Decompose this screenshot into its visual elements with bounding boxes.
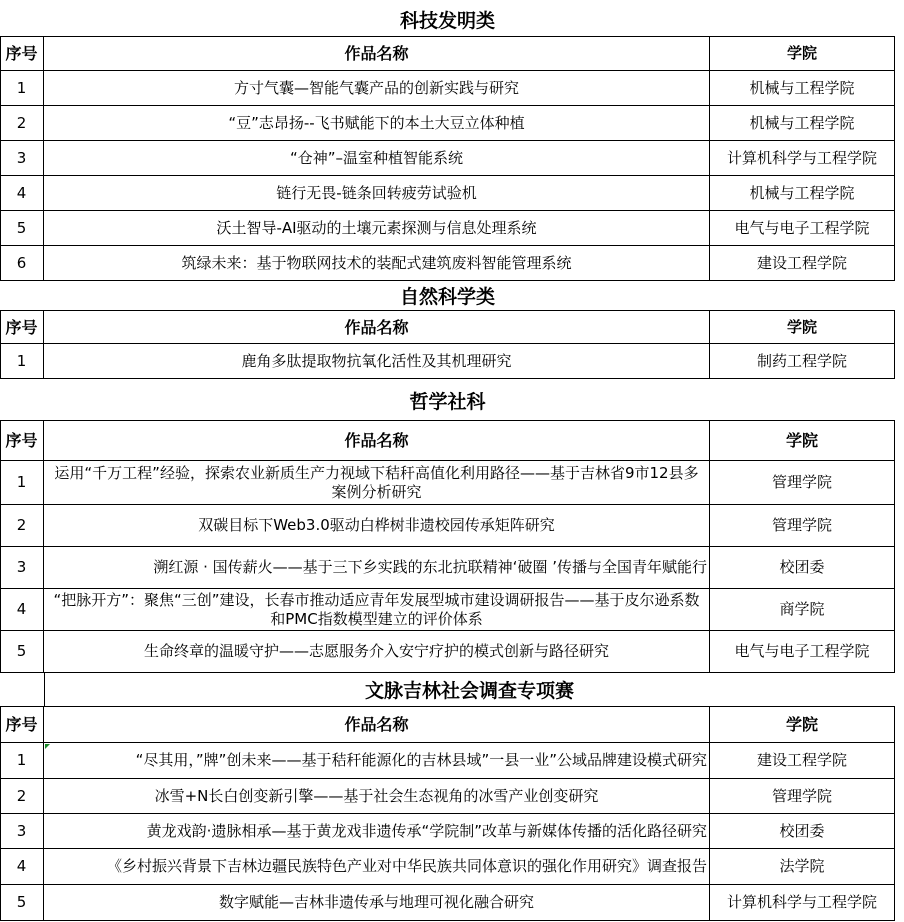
work-name-cell[interactable] — [44, 461, 710, 505]
college-name: 计算机科学与工程学院 — [726, 893, 877, 911]
work-name-cell[interactable] — [44, 211, 710, 246]
column-header-name[interactable] — [44, 421, 710, 461]
college-cell[interactable] — [710, 849, 895, 885]
work-name: 链行无畏-链条回转疲劳试验机 — [276, 183, 477, 202]
work-name-cell[interactable] — [44, 589, 710, 631]
college-cell[interactable] — [710, 106, 895, 141]
college-cell[interactable] — [710, 71, 895, 106]
work-name-cell[interactable] — [44, 176, 710, 211]
college-cell[interactable] — [710, 246, 895, 281]
column-header-index[interactable] — [0, 421, 44, 461]
cell-comment-marker-icon — [45, 744, 50, 749]
row-index-cell[interactable] — [0, 885, 44, 921]
college-cell[interactable] — [710, 779, 895, 814]
work-name: 数字赋能—吉林非遗传承与地理可视化融合研究 — [218, 893, 534, 911]
college-cell[interactable] — [710, 547, 895, 589]
column-header-college[interactable] — [710, 421, 895, 461]
work-name-cell[interactable] — [44, 246, 710, 281]
work-name: 《乡村振兴背景下吉林边疆民族特色产业对中华民族共同体意识的强化作用研究》调查报告 — [106, 857, 707, 875]
row-index: 4 — [16, 857, 27, 875]
column-header-college[interactable] — [710, 311, 895, 344]
work-name: 生命终章的温暖守护——志愿服务介入安宁疗护的模式创新与路径研究 — [143, 642, 609, 660]
header-text: 学院 — [785, 431, 818, 450]
header-text: 序号 — [5, 715, 38, 734]
work-name: “尽其用，”牌”创未来——基于秸秆能源化的吉林县域”一县一业”公域品牌建设模式研究 — [135, 751, 707, 769]
work-name: 冰雪+N长白创变新引擎——基于社会生态视角的冰雪产业创变研究 — [154, 786, 599, 805]
college-name: 机械与工程学院 — [749, 78, 855, 97]
column-header-name[interactable] — [44, 707, 710, 743]
college-cell[interactable] — [710, 589, 895, 631]
row-index-cell[interactable] — [0, 461, 44, 505]
row-index-cell[interactable] — [0, 71, 44, 106]
row-index: 1 — [16, 751, 27, 769]
header-text: 序号 — [5, 317, 38, 337]
college-name: 管理学院 — [771, 516, 832, 534]
row-index-cell[interactable] — [0, 246, 44, 281]
work-name: 运用“千万工程”经验，探索农业新质生产力视域下秸秆高值化利用路径——基于吉林省9市12县多案例分析研究 — [54, 463, 699, 501]
header-text: 学院 — [786, 317, 817, 336]
column-header-name[interactable] — [44, 311, 710, 344]
row-index: 3 — [16, 148, 27, 167]
row-index: 4 — [16, 183, 27, 202]
work-name-cell[interactable] — [44, 631, 710, 673]
row-index-cell[interactable] — [0, 176, 44, 211]
section-title: 科技发明类 — [399, 9, 495, 32]
college-name: 机械与工程学院 — [749, 113, 855, 132]
row-index-cell[interactable] — [0, 589, 44, 631]
college-name: 计算机科学与工程学院 — [726, 148, 877, 167]
college-name: 校团委 — [779, 558, 825, 576]
work-name-cell[interactable] — [44, 885, 710, 921]
work-name-cell[interactable] — [44, 814, 710, 849]
column-header-college[interactable] — [710, 707, 895, 743]
row-index: 5 — [16, 642, 27, 660]
work-name: 黄龙戏韵·遗脉相承—基于黄龙戏非遗传承“学院制”改革与新媒体传播的活化路径研究 — [146, 821, 707, 840]
college-name: 电气与电子工程学院 — [734, 218, 870, 237]
header-text: 作品名称 — [344, 715, 409, 734]
college-cell[interactable] — [710, 211, 895, 246]
row-index-cell[interactable] — [0, 141, 44, 176]
column-header-index[interactable] — [0, 37, 44, 71]
row-index-cell[interactable] — [0, 779, 44, 814]
row-index-cell[interactable] — [0, 631, 44, 673]
row-index-cell[interactable] — [0, 849, 44, 885]
college-name: 校团委 — [779, 821, 825, 840]
grid-line — [44, 672, 45, 706]
college-name: 电气与电子工程学院 — [734, 642, 870, 660]
college-name: 建设工程学院 — [756, 751, 847, 769]
college-cell[interactable] — [710, 631, 895, 673]
college-name: 管理学院 — [771, 786, 832, 805]
section-title: 自然科学类 — [399, 285, 495, 308]
work-name: “仓神”–温室种植智能系统 — [289, 148, 464, 167]
work-name: 鹿角多肽提取物抗氧化活性及其机理研究 — [241, 351, 512, 370]
header-text: 学院 — [786, 44, 817, 62]
column-header-college[interactable] — [710, 37, 895, 71]
college-name: 机械与工程学院 — [749, 183, 855, 202]
college-name: 商学院 — [779, 600, 825, 618]
column-header-index[interactable] — [0, 707, 44, 743]
work-name-cell[interactable] — [44, 849, 710, 885]
section-title: 哲学社科 — [409, 390, 486, 413]
row-index: 1 — [16, 78, 27, 97]
header-text: 作品名称 — [344, 431, 409, 450]
row-index-cell[interactable] — [0, 743, 44, 779]
work-name-cell[interactable] — [44, 743, 710, 779]
column-header-index[interactable] — [0, 311, 44, 344]
row-index: 2 — [16, 113, 27, 132]
college-cell[interactable] — [710, 176, 895, 211]
header-text: 作品名称 — [344, 44, 409, 63]
column-header-name[interactable] — [44, 37, 710, 71]
work-name: “把脉开方”：聚焦“三创”建设，长春市推动适应青年发展型城市建设调研报告——基于皮尔逊系数和PMC指数模型建立的评价体系 — [53, 590, 700, 628]
work-name: 方寸气囊—智能气囊产品的创新实践与研究 — [233, 78, 519, 97]
header-text: 序号 — [5, 431, 38, 450]
row-index: 1 — [16, 351, 27, 370]
college-name: 制药工程学院 — [756, 351, 847, 370]
work-name-cell[interactable] — [44, 71, 710, 106]
row-index: 5 — [16, 893, 27, 911]
row-index-cell[interactable] — [0, 211, 44, 246]
row-index-cell[interactable] — [0, 505, 44, 547]
work-name-cell[interactable] — [44, 779, 710, 814]
row-index: 2 — [16, 786, 27, 805]
college-cell[interactable] — [710, 885, 895, 921]
row-index: 1 — [16, 473, 27, 491]
row-index-cell[interactable] — [0, 814, 44, 849]
work-name: 沃土智导-AI驱动的土壤元素探测与信息处理系统 — [216, 218, 537, 237]
college-cell[interactable] — [710, 505, 895, 547]
work-name: 溯红源 · 国传薪火——基于三下乡实践的东北抗联精神‘破圈 ’传播与全国青年赋能行 — [153, 558, 707, 576]
header-text: 作品名称 — [344, 317, 409, 337]
work-name-cell[interactable] — [44, 505, 710, 547]
college-cell[interactable] — [710, 461, 895, 505]
work-name: 筑绿未来：基于物联网技术的装配式建筑废料智能管理系统 — [181, 253, 572, 272]
college-cell[interactable] — [710, 814, 895, 849]
section-title: 文脉吉林社会调查专项赛 — [364, 679, 574, 702]
college-cell[interactable] — [710, 141, 895, 176]
row-index: 5 — [16, 218, 27, 237]
row-index: 2 — [16, 516, 27, 534]
row-index: 4 — [16, 600, 27, 618]
row-index: 3 — [16, 558, 27, 576]
row-index: 6 — [16, 253, 27, 272]
work-name: 双碳目标下Web3.0驱动白桦树非遗校园传承矩阵研究 — [198, 516, 555, 534]
work-name-cell[interactable] — [44, 141, 710, 176]
work-name: “豆”志昂扬--飞书赋能下的本土大豆立体种植 — [228, 113, 525, 132]
college-cell[interactable] — [710, 743, 895, 779]
work-name-cell[interactable] — [44, 106, 710, 141]
row-index-cell[interactable] — [0, 344, 44, 379]
college-name: 管理学院 — [771, 473, 832, 491]
college-cell[interactable] — [710, 344, 895, 379]
college-name: 建设工程学院 — [756, 253, 847, 272]
row-index: 3 — [16, 821, 27, 840]
header-text: 序号 — [5, 44, 38, 63]
row-index-cell[interactable] — [0, 106, 44, 141]
row-index-cell[interactable] — [0, 547, 44, 589]
college-name: 法学院 — [779, 857, 825, 875]
work-name-cell[interactable] — [44, 344, 710, 379]
header-text: 学院 — [785, 715, 818, 734]
work-name-cell[interactable] — [44, 547, 710, 589]
